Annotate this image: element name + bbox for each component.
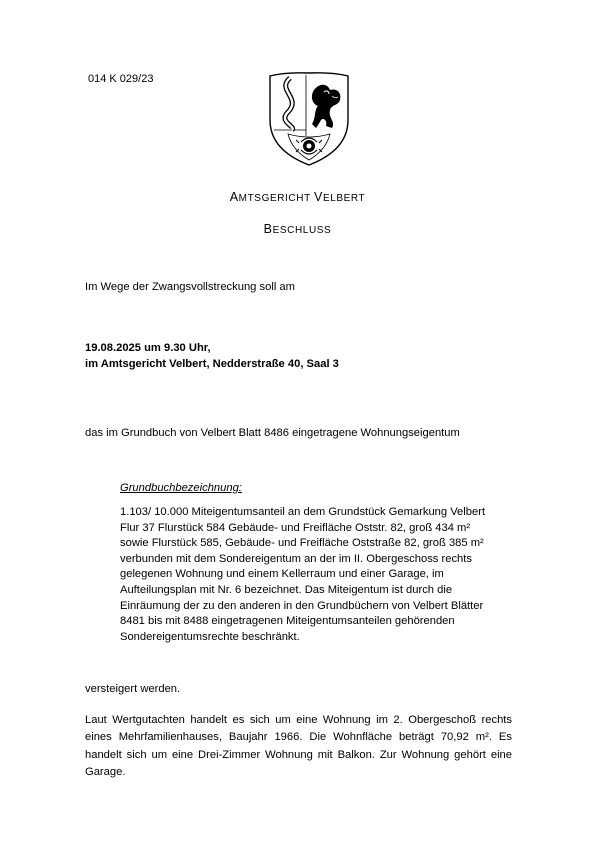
land-register-line: 1.103/ 10.000 Miteigentumsanteil an dem Grundstück Gemarkung Velbert — [120, 506, 486, 518]
land-register-line: 8481 bis mit 8488 eingetragenen Miteigentumsanteilen gehörenden — [120, 615, 455, 628]
case-number: 014 K 029/23 — [88, 73, 154, 85]
decision-initial: B — [263, 222, 273, 236]
appointment-block — [85, 341, 339, 372]
object-text: das im Grundbuch von Velbert Blatt 8486 eingetragene Wohnungseigentum — [85, 427, 460, 439]
land-register-title: Grundbuchbezeichnung: — [120, 482, 242, 494]
land-register-line: Flur 37 Flurstück 584 Gebäude- und Freifläche Oststr. 82, groß 434 m² — [120, 521, 471, 534]
intro-text: Im Wege der Zwangsvollstreckung soll am — [85, 281, 295, 293]
appointment-location: im Amtsgericht Velbert, Nedderstraße 40, Saal 3 — [85, 357, 339, 370]
land-register-line: sowie Flurstück 585, Gebäude- und Freifläche Oststraße 82, groß 385 m² — [120, 537, 484, 550]
land-register-line: verbunden mit dem Sondereigentum an der im II. Obergeschoss rechts — [120, 552, 472, 565]
court-name — [0, 190, 595, 204]
appraisal-text: Laut Wertgutachten handelt es sich um eine Wohnung im 2. Obergeschoß rechts eines Mehrfamilienhauses, Baujahr 1966. Die Wohnfläche beträgt 70,92 m². Es handelt sich um eine Drei-Zimmer Wohnung mit Balkon. Zur Wohnung gehört eine Garage. — [85, 714, 512, 779]
auction-text: versteigert werden. — [85, 683, 181, 695]
land-register-line: Einräumung der zu den anderen in den Grundbüchern von Velbert Blätter — [120, 599, 484, 612]
appointment-date: 19.08.2025 um 9.30 Uhr, — [85, 342, 211, 354]
court-initial-2: V — [314, 190, 323, 204]
decision-heading — [0, 222, 595, 236]
court-word-2: ELBERT — [322, 193, 366, 204]
court-word-1: MTSGERICHT — [238, 193, 311, 204]
decision-word: ESCHLUSS — [272, 225, 332, 236]
court-initial-1: A — [229, 190, 239, 204]
land-register-text — [120, 505, 485, 645]
land-register-line: Sondereigentumsrechte beschränkt. — [120, 630, 300, 643]
land-register-line: gelegenen Wohnung und einem Kellerraum und einer Garage, im — [120, 568, 444, 581]
land-register-line: Aufteilungsplan mit Nr. 6 bezeichnet. Das Miteigentum ist durch die — [120, 583, 453, 596]
nrw-coat-of-arms-icon — [266, 70, 352, 168]
